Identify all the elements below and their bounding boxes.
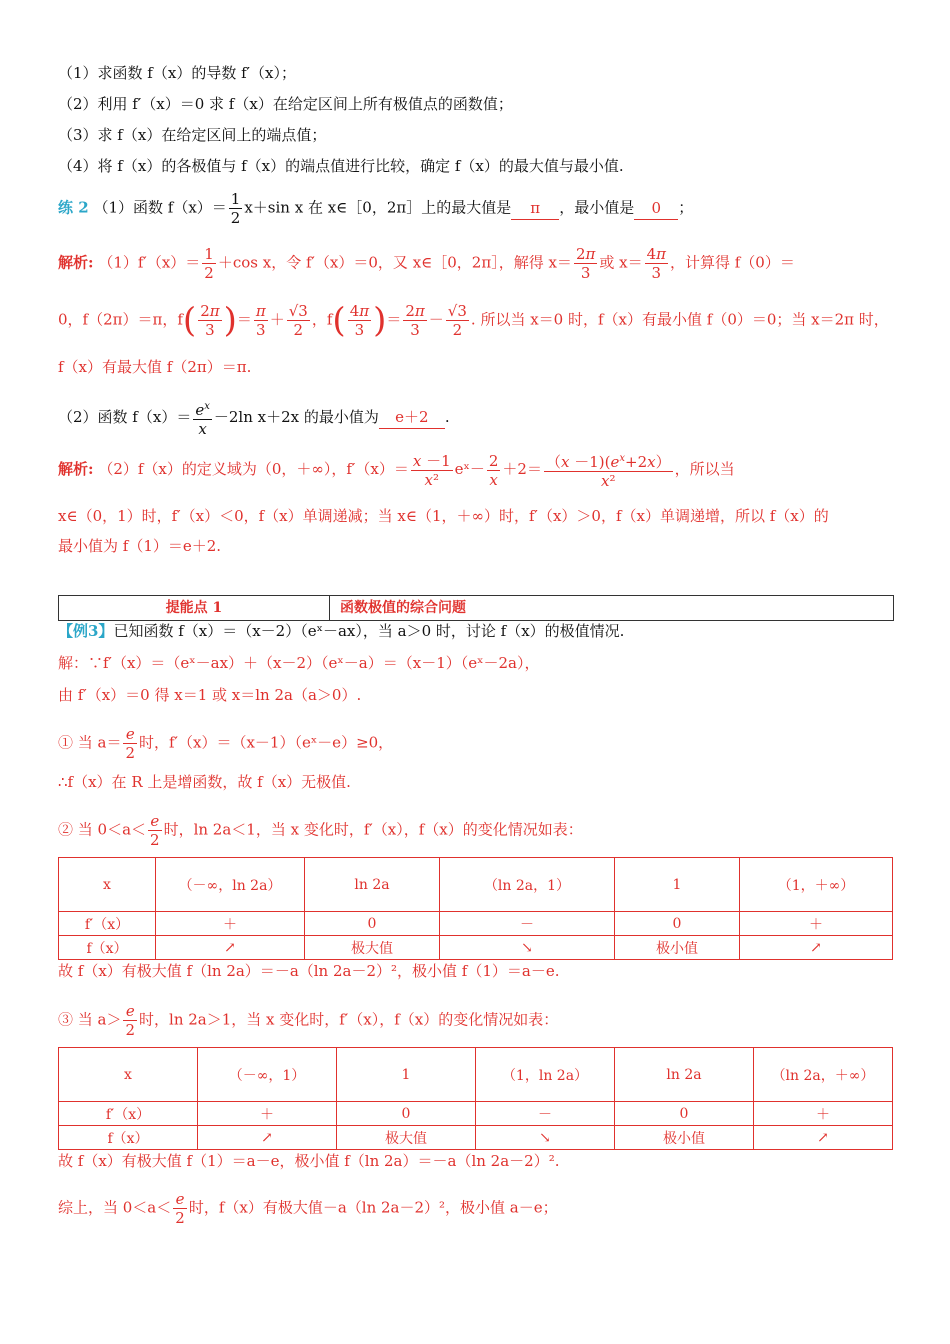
max-answer: π bbox=[511, 197, 559, 220]
exercise-tag: 练 2 bbox=[58, 198, 89, 217]
q2-answer: e＋2 bbox=[379, 406, 445, 429]
solution-1-line-1: 解析: （1）f′（x）＝ $\frac{1}{2}$ ＋cos x，令 f′（x）＝0，又 x∈［0，2π］，解得 x＝ $\frac{2\pi}{3}$ 或 x＝ $\frac{4\pi}{3}$ ，计算得 f（0）＝ bbox=[58, 245, 795, 282]
step-3: （3）求 f（x）在给定区间上的端点值； bbox=[58, 126, 327, 144]
min-answer: 0 bbox=[634, 197, 678, 220]
step-1: （1）求函数 f（x）的导数 f′（x）； bbox=[58, 64, 297, 82]
variation-table-2: x （－∞，1） 1 （1，ln 2a） ln 2a （ln 2a，＋∞） f′（x） ＋ 0 － 0 ＋ f（x） ↗ 极大值 ↘ 极小值 ↗ bbox=[58, 1047, 893, 1150]
summary: 综上，当 0＜a＜ $\frac{e}{2}$ 时，f（x）有极大值－a（ln 2a－2）²，极小值 a－e； bbox=[58, 1190, 558, 1227]
step-4: （4）将 f（x）的各极值与 f（x）的端点值进行比较，确定 f（x）的最大值与最小值. bbox=[58, 157, 624, 175]
example-3-sol-2: 由 f′（x）＝0 得 x＝1 或 x＝ln 2a（a＞0）. bbox=[58, 686, 362, 704]
solution-1-line-2: 0，f（2π）＝π，f( $\frac{2\pi}{3}$ )＝ $\frac{\pi}{3}$ ＋ $\frac{√3}{2}$ ，f( $\frac{4\pi}{3}$ )＝ $\frac{2\pi}{3}$ － $\frac{√3}{2}$ . 所以当 x＝0 时，f（x）有最小值 f（0）＝0；当 x＝2π 时， bbox=[58, 300, 889, 341]
exercise-2-q2: （2）函数 f（x）＝ $\frac{e^x}{x}$ －2ln x＋2x 的最小值为 e＋2 . bbox=[58, 398, 450, 438]
solution-2-line-3: 最小值为 f（1）＝e＋2. bbox=[58, 537, 222, 555]
heading-right: 函数极值的综合问题 bbox=[340, 600, 466, 616]
variation-table-1: x （－∞，ln 2a） ln 2a （ln 2a，1） 1 （1，＋∞） f′（x） ＋ 0 － 0 ＋ f（x） ↗ 极大值 ↘ 极小值 ↗ bbox=[58, 857, 893, 960]
solution-2-line-2: x∈（0，1）时，f′（x）＜0，f（x）单调递减；当 x∈（1，＋∞）时，f′（x）＞0，f（x）单调递增，所以 f（x）的 bbox=[58, 507, 829, 525]
example-3-sol-1: 解：∵f′（x）＝（eˣ－ax）＋（x－2）（eˣ－a）＝（x－1）（eˣ－2a）， bbox=[58, 654, 540, 672]
case-1-conclusion: ∴f（x）在 R 上是增函数，故 f（x）无极值. bbox=[58, 773, 351, 791]
step-2: （2）利用 f′（x）＝0 求 f（x）在给定区间上所有极值点的函数值； bbox=[58, 95, 513, 113]
heading-left: 提能点 1 bbox=[59, 596, 330, 620]
example-3: 【例3】已知函数 f（x）＝（x－2）（eˣ－ax），当 a＞0 时，讨论 f（x）的极值情况. bbox=[58, 622, 625, 640]
solution-1-line-3: f（x）有最大值 f（2π）＝π. bbox=[58, 358, 252, 376]
case-1: ① 当 a＝ $\frac{e}{2}$ 时，f′（x）＝（x－1）（eˣ－e）≥0， bbox=[58, 725, 394, 762]
solution-label: 解析: bbox=[58, 253, 94, 272]
case-3: ③ 当 a＞ $\frac{e}{2}$ 时，ln 2a＞1，当 x 变化时，f′（x），f（x）的变化情况如表： bbox=[58, 1002, 559, 1039]
fraction-half: $\frac{1}{2}$ bbox=[230, 190, 241, 227]
case-2: ② 当 0＜a＜ $\frac{e}{2}$ 时，ln 2a＜1，当 x 变化时，f′（x），f（x）的变化情况如表： bbox=[58, 812, 583, 849]
example-tag: 【例3】 bbox=[58, 622, 114, 640]
case-2-conclusion: 故 f（x）有极大值 f（ln 2a）＝－a（ln 2a－2）²，极小值 f（1）＝a－e. bbox=[58, 962, 560, 980]
case-3-conclusion: 故 f（x）有极大值 f（1）＝a－e，极小值 f（ln 2a）＝－a（ln 2a－2）². bbox=[58, 1152, 560, 1170]
solution-2-line-1: 解析: （2）f（x）的定义域为（0，＋∞），f′（x）＝ $\frac{x -1}{\text{x²}}$ eˣ－ $\frac{2}{x}$ ＋2＝ $\frac{(x -1)(e^x+2x)}{\text{x²}}$ ，所以当 bbox=[58, 451, 735, 490]
solution-label-2: 解析: bbox=[58, 460, 94, 478]
section-heading bbox=[58, 595, 894, 621]
exercise-2-q1: 练 2 （1）函数 f（x）＝ $\frac{1}{2}$ x＋sin x 在 x∈［0，2π］上的最大值是 π ，最小值是 0 ； bbox=[58, 190, 694, 227]
